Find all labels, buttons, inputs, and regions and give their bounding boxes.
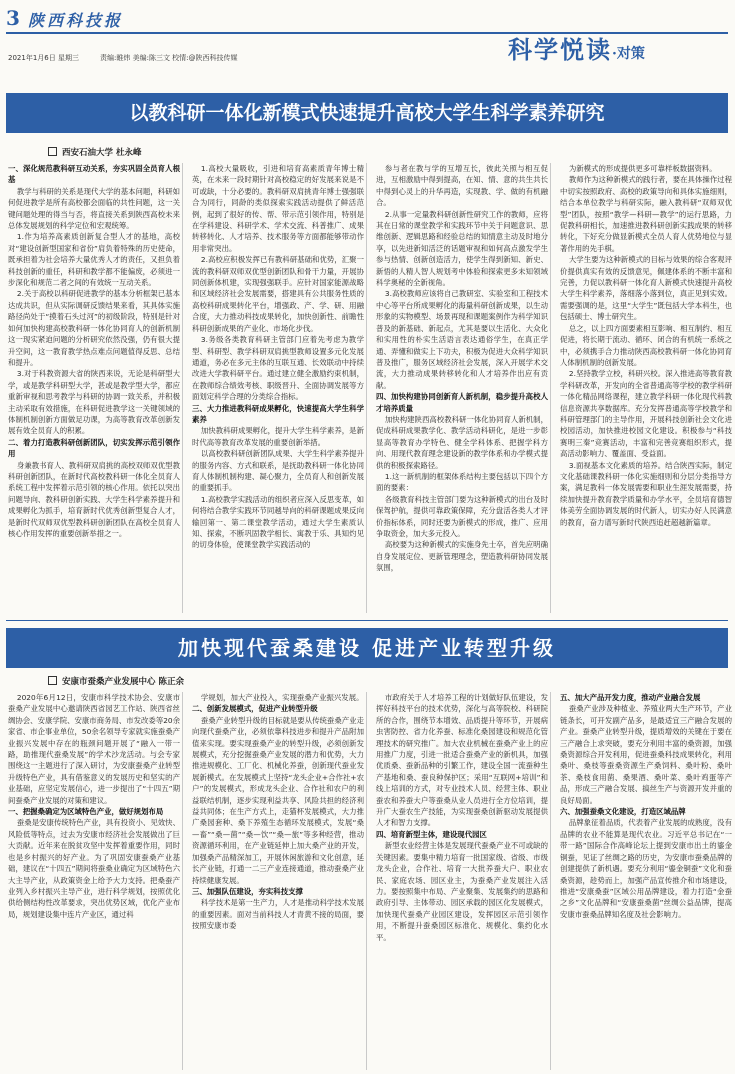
article1-column-1 [8, 163, 180, 613]
paragraph: 3.面视基本文化素质的培养。结合陕西实际，制定文化基础课教科研一体化实施细则和分层分类指导方案，满足教科一体发展需要和职业生涯发展需要，持续加快提升教育教学质量和办学水平，全员培育德智体美劳全面协调发展的时代新人，切实办好人民满意的教育，奋力谱写新时代陕西追赶超越新篇章。 [560, 460, 732, 527]
paragraph: 3.务级各类教育科研主管部门应着先考虑为教学型、科研型、教学科研双肩挑型教师设置多元化发展通道，务必在多元主体的互联互通、长效联动中持续改进大学教科研平台。通过建立健全激励约束机制，在教师综合绩效考核、职级晋升、全面协调发展等方面划定科学合理的分类综合指标。 [192, 335, 364, 402]
square-icon [48, 147, 57, 156]
section-heading: 一、把握桑确定为区域特色产业，做好规划布局 [8, 807, 164, 817]
paragraph: 蚕桑产业转型升级的目标就是要从传统蚕桑产业走向现代蚕桑产业，必须依靠科技进步和提升产品附加值来实现。要实现蚕桑产业的转型升级，必须创新发展模式，充分挖掘蚕桑产业发展的潜力和优势，大力推进规模化、工厂化、机械化养蚕，创新现代蚕业发展新模式。在发展模式上坚持“龙头企业+合作社+农户”的发展模式，形成龙头企业、合作社和农户的利益联结机制，逐步实现利益共享、风险共担的经济利益共同体；在生产方式上，走猫杯发展模式，大力推广桑园套种、桑下养殖生态循环发展模式，发展“桑—畜”“桑—菌”“桑—饮”“桑—旅”等多种经营，推动资源循环利用，在产业链延伸上加大桑产业的开发，加强桑产品精深加工，开展休闲旅游和文化创意，延长产业链，打通一二三产业连接通道，推动蚕桑产业持续健康发展。 [192, 715, 364, 885]
section-heading: 二、着力打造教科研创新团队，切实发挥示范引领作用 [8, 437, 180, 459]
paragraph: 身兼教书育人、教科研双肩挑的高校双师双优型教科研创新团队，在新时代高校教科研一体化全员育人系统工程中发挥着示范引领的核心作用。依托以突出问题导向、教科研创新实践、大学生科学素养提升和成果孵化为抓手，培育新时代优秀创新型复合人才，是新时代双师双优型教科研创新团队在高校全员育人核心作用发挥的重要创新举措之一。 [8, 460, 180, 538]
paragraph: 2020年6月12日，安康市科学技术协会、安康市蚕桑产业发展中心邀请陕西省园艺工作站、陕西省丝绸协会、安康学院、安康市商务局、市发改委等20余家省、市企事业单位，50余名领导专家就实施蚕桑产业振兴发展中存在的瓶颈问题开展了“融入一带一路，助推现代蚕桑发展”的学术沙龙活动。与会专家围绕这一主题进行了深入研讨，为安康蚕桑产业转型升级特色产业，具有借鉴意义的发展历史和坚实的产业基础，应坚定发展信心，进一步提出了“十四五”期间蚕桑产业发展的对策和建议。 [8, 693, 180, 805]
section-title-sub: ·对策 [612, 46, 645, 62]
paragraph: 加快教科研成果孵化，提升大学生科学素养，是新时代高等教育改革发展的重要创新举措。 [192, 426, 364, 447]
paragraph: 科学技术是第一生产力，人才是推动科学技术发展的重要因素。面对当前科技人才青黄不接的局面，要按照安康市委 [192, 898, 364, 931]
section-heading: 三、大力推进教科研成果孵化，快速提高大学生科学素养 [192, 403, 364, 424]
column-divider [182, 163, 183, 613]
paragraph: 各级教育科技主管部门要为这种新模式的出台及时保驾护航，提供可靠政策保障，充分盘活各类人才评价指标体系，同时还要为新模式的形成，推广、应用争取资金，加大多元投入。 [376, 494, 548, 538]
paragraph: 新型农业经营主体是发展现代蚕桑产业不可或缺的关键因素。要集中精力培育一批国家级、省级、市级龙头企业，合作社、培育一大批养蚕大户、职业农民、家庭农场、园区业主，为蚕桑产业发展注入活力。要按照集中布局、产业聚集、发展集约的思路和政府引导、主体带动、园区承载的园区化发展模式，加快现代蚕桑产业园区建设，发挥园区示范引领作用，不断提升蚕桑园区标准化、规模化、集约化水平。 [376, 841, 548, 942]
paragraph: 高校要为这种新模式的实施身先士卒，首先应明确自身发展定位、更新管理理念，塑造教科研协同发展氛围， [376, 540, 548, 573]
section-heading: 四、加快构建协同创新育人新机制，稳步提升高校人才培养质量 [376, 392, 548, 413]
section-heading: 二、创新发展模式，促进产业转型升级 [192, 704, 318, 714]
paragraph: 蚕桑产业涉及种植业、养殖业两大生产环节，产业链条长，可开发副产品多，是最适宜三产融合发展的产业。蚕桑产业转型升级，提质增效的关键在于要在三产融合上求突破，要充分利用丰富的桑资源，加强桑资源综合开发利用，促进蚕桑科技成果转化，利用桑叶、桑枝等蚕桑资源生产桑饲料、桑叶粉、桑叶茶、桑枝食用菌、桑果酒、桑叶菜、桑叶鸡蛋等产品，形成三产融合发展、搞丝生产与资源开发并重的良好局面。 [560, 704, 732, 805]
paragraph: 总之，以上四方面要素相互影响、相互制约、相互促进，将长期于流动、循环、闭合的有机统一系统之中，必须携手合力推动陕西高校教科研一体化协同育人体制机制的创新发展。 [560, 323, 732, 367]
section-title-main: 科学悦读 [508, 35, 612, 64]
paragraph: 1.高校教学实践活动的组织者应深入反思变革，如何将结合教学实践环节同越导向的科研课题成果反向输回第一、第二课堂教学活动，通过大学生素质认知、探索，不断巩固教学相长、寓教于乐、具知灼见的切身体验，使课堂教学实践活动的 [192, 494, 364, 550]
section-heading: 三、加强队伍建设，夯实科技支撑 [192, 886, 303, 896]
paragraph: 1.高校大量吸收，引进和培育高素质青年博士精英，在未来一段时期针对高校稳定的好发展来说是不可或缺，十分必要的。教科研双肩挑青年博士强强联合为同行，同龄的类似探索实践活动提供了鲜活范例，起到了很好的传、帮、带示范引领作用，特别是在学科建设、科研学术、学术交流、科普推广、成果转移转化、人才培养、技术服务等方面都能够带动作用非常突出。 [192, 164, 364, 253]
section-title [508, 30, 645, 65]
paragraph: 2.从事一定量教科研创新性研究工作的教师，应将其在日常的课堂教学和实践环节中关于问题意识、思维创新、逻辑思路和经验总结的知情意主动及时地分享，以先进新知活泛的话题审视和如何高点激发学生参与热情、创新创造活力，使学生得到新知、新史、新悟的人精人智人规划考中体验和探索更多未知领域科学奥秘的全新视角。 [376, 209, 548, 288]
article-divider [6, 620, 728, 621]
paragraph: 3.高校教师应该将自己教研室、实验室和工程技术中心等平台所成果孵化的海量科研创新成果，以生动形象的实物模型、场景再现和课题案例作为科学知识普及的新基础、新起点，尤其是要以生活化、大众化和实用性的朴实生活语言表达通俗学生，在真正学通、弄懂和做实上下功夫，积极为促进大众科学知识普及推广，服务区域经济社会发展，深入开展学术交流，大力推动成果转移转化和人才培养作出应有贡献。 [376, 289, 548, 390]
paragraph: 参与者在教与学的互增互长，彼此关照与相互促进，互相激励中得到提高，在知、情、意的共生共长中得到心灵上的升华再造，实现教、学、做的有机融合。 [376, 164, 548, 208]
paragraph: 大学生要为这种新模式的目标与效果的综合客观评价提供真实有效的反馈意见，佩建体系的不断丰富和完善，力促以教科研一体化育人新模式快速提升高校大学生科学素养，落细落小落到位，真正见到实效。需要强调的是，这里“大学生”既包括大学本科生，也包括硕士、博士研究生。 [560, 255, 732, 322]
paragraph: 3.对于科教资源大省的陕西来说，无论是科研型大学，或是教学科研型大学，甚或是教学型大学，都应重新审视和思考教学与科研的协调一致关系，并积极主动采取有效措施，在科研促进教学这一关键领域的体制机制创新方面做足功课，为高等教育改革创新发展有效全员育人的积累。 [8, 369, 180, 436]
paragraph: 1.这一新机制的框架体系结构主要包括以下四个方面的要素： [376, 471, 548, 493]
article1-author: 西安石油大学 杜永峰 [62, 148, 142, 158]
paragraph: 教学与科研的关系是现代大学的基本问题，科研如何促进教学是所有高校都会面临的共性问题，这一关键问题处理的得当与否，将直接关系到陕西高校未来总体发展规划的科学定位和宏观统筹。 [8, 186, 180, 231]
article2-column-2 [192, 692, 364, 1070]
column-divider [366, 163, 367, 613]
article1-column-3 [376, 163, 548, 613]
article1-byline [48, 146, 141, 158]
paragraph: 蚕桑是安康传统特色产业，具有投资小、见效快、风险低等特点，过去为安康市经济社会发展做出了巨大贡献。近年来在脱贫攻坚中发挥着重要作用，同时也是乡村振兴的好产业。为了巩固安康蚕桑产业基础，建议在“十四五”期间将蚕桑业确定为区域特色六大主导产业，从政策资金上给予大力支持。把桑蚕产业列入乡村振兴主导产业，进行科学规划，按照优化供给侧结构性改革要求，突出优势区域，优化产业布局，规划建设集中连片产业区，通过科 [8, 818, 180, 919]
paragraph: 2.关于高校以科研促进教学的基本分析框架已基本达成共识，但从实际调研反馈结果来看，其具体实施路径尚处于“摸着石头过河”的初级阶段，特别是针对如何加快构建高校教科研一体化协同育人的创新机制这一现实紧迫问题的分析研究依然没强，仍有很大提升空间，这一教育教学热点难点问题值得反思、总结和提升。 [8, 289, 180, 367]
article1-column-4 [560, 163, 732, 613]
paragraph: 市政府关于人才培养工程的计划做好队伍建设，发挥好科技平台的技术优势，深化与高等院校、科研院所的合作，围绕节本增效、品质提升等环节，开展病虫害防控、省力化养蚕、标准化桑园建设和规范化管理技术的研究推广。加大农业机械在蚕桑产业上的应用推广力度，引进一批适合蚕桑产业的新机具，加强优质桑、蚕新品种的引繁工作，建设全国一流蚕种生产基地和桑、蚕良种保护区；采用“互联网+培训”和线上培训的方式，对专业技术人员、经营主体、职业蚕农和养蚕大户等蚕桑从业人员进行全方位培训，提升广大蚕农生产技能，为实现蚕桑创新驱动发展提供人才和智力支撑。 [376, 693, 548, 828]
page-number: 3 [6, 6, 20, 30]
article1-headline: 以教科研一体化新模式快速提升高校大学生科学素养研究 [6, 93, 728, 133]
paragraph: 1.作为培养高素质创新复合型人才的基地，高校对“建设创新型国家和省份”肩负着特殊的历史使命，既承担着为社会培养大量优秀人才的责任，又担负着科技创新的重任，科研和教学都不能偏废，必须进一步深化和规范二者之间的有效统一互动关系。 [8, 232, 180, 288]
square-icon [48, 676, 57, 685]
article2-column-4 [560, 692, 732, 1070]
editor-credits: 责编:睢炜 美编:陈三文 校情:@陕西科技传媒 [100, 54, 238, 62]
paragraph: 加快构建陕西高校教科研一体化协同育人新机制，促成科研成果教学化、教学活动科研化，是进一步彰显高等教育办学特色、健全学科体系、把握学科方向、用现代教育理念建设新的教学体系和办学模式提供的积极探索路径。 [376, 414, 548, 470]
column-divider [550, 163, 551, 613]
section-heading: 四、培育新型主体，建设现代园区 [376, 829, 487, 839]
column-divider [366, 692, 367, 1070]
section-heading: 五、加大产品开发力度，推动产业融合发展 [560, 693, 701, 702]
paragraph: 2.高校应积极发挥已有教科研基础和优势，汇聚一流的教科研双师双优型创新团队和骨干力量，开展协同创新体机建，实现强强联手。应针对国家能源战略和区域经济社会发展需要，搭建具有公共服务性质的高校科研成果转化平台，增强政、产、学、研、用融合度，大力推动科技成果转化，加快创新性、前瞻性科研创新成果的产业化、市场化步伐。 [192, 255, 364, 333]
column-divider [182, 692, 183, 1070]
article2-headline: 加快现代蚕桑建设 促进产业转型升级 [6, 628, 728, 668]
newspaper-name: 陕西科技报 [28, 11, 124, 30]
paragraph: 为新模式的形成提供更多可靠样板数据资料。 [568, 164, 717, 173]
paragraph: 教师作为这种新模式的践行者，要在具体操作过程中切实按照政府、高校的政策导向和具体实施细则，结合本单位教学与科研实际，融入教科研“双师双优型”团队，按照“教学—科研—教学”的运行思路，力促教科研相长，加速推进教科研创新实践成果的转移转化，下好充分做显新模式全员人育人优势地位与显著作用的先手棋。 [560, 175, 732, 253]
article2-column-3 [376, 692, 548, 1070]
article2-author: 安康市蚕桑产业发展中心 陈正余 [62, 677, 184, 687]
issue-date: 2021年1月6日 星期三 [8, 54, 79, 62]
section-heading: 六、加强蚕桑文化建设，打造区域品牌 [560, 807, 686, 817]
paragraph: 品牌象征着品质，代表着产业发展的成熟度，没有品牌的农业不能算是现代农业。习近平总书记在“一带一路”国际合作高峰论坛上提到安康市出土的鎏金铜蚕，见证了丝绸之路的历史，为安康市蚕桑品牌的创建提供了新机遇。要充分利用“鎏金铜蚕”文化和蚕桑资源，趁势而上，加强产品宣传推介和市场建设，推进“安康桑蚕”区域公用品牌建设，着力打造“金蚕之乡”文化品牌和“安康蚕桑菌”丝绸公益品牌，提高安康市蚕桑品牌知名度及社会影响力。 [560, 818, 732, 919]
article2-column-1 [8, 692, 180, 1070]
article2-byline [48, 675, 184, 687]
column-divider [550, 692, 551, 1070]
paragraph: 学规划，加大产业投入，实现蚕桑产业振兴发展。 [200, 693, 364, 702]
article1-column-2 [192, 163, 364, 613]
section-heading: 一、深化规范教科研互动关系，夯实巩固全员育人根基 [8, 164, 180, 185]
paragraph: 以高校教科研创新团队成果、大学生科学素养提升的服务内容、方式和联系，是抚助教科研一体化协同育人体制机制构建、凝心聚力，全员育人和创新发展的重要抓手。 [192, 449, 364, 493]
paragraph: 2.坚持教学立校，科研兴校。深入推进高等教育教学科研改革，开发向的全省普通高等学校的教学科研一体化精品网络课程，建立教学科研一体化现代科教信息资源共享数据库。充分发挥普通高等学校教学和科研管理部门的主导作用，开展科技创新社会文化进校园活动，加快推进校园文化建设。积极参与“科技赛明三秦”竞赛活动，丰富和完善竞赛组织形式，提高活动影响力、覆盖面、受益面。 [560, 369, 732, 459]
